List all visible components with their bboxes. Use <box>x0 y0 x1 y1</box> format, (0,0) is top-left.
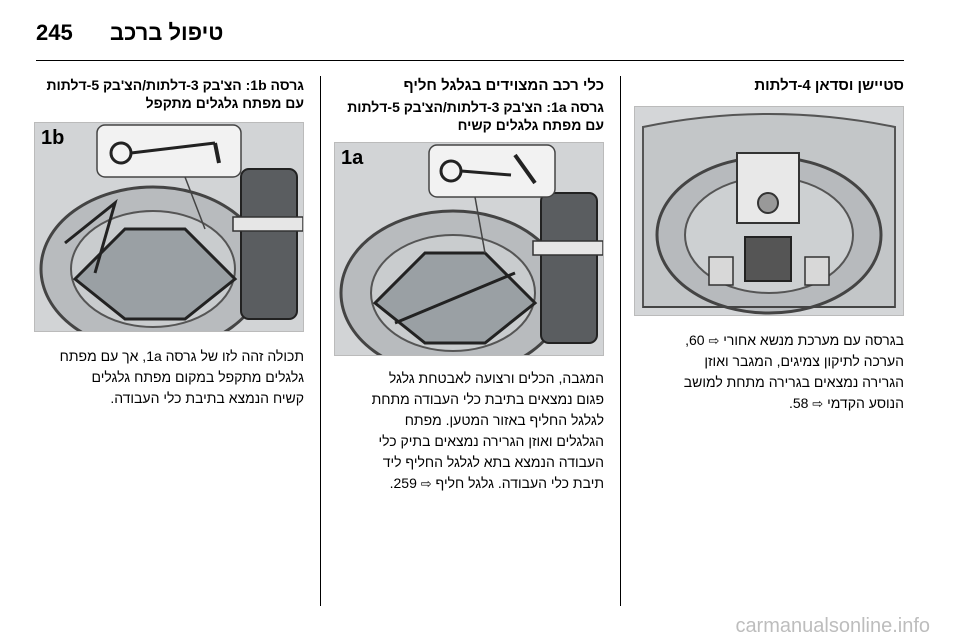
figure-label-1a: 1a <box>341 147 364 169</box>
ref-arrow-icon: ⇨ <box>708 333 720 348</box>
left-caption-2: עם מפתח גלגלים מתקפל <box>145 95 304 111</box>
right-column <box>636 76 904 414</box>
left-column <box>36 76 304 409</box>
middle-line-2: פגום נמצאים בתיבת כלי העבודה מתחת <box>371 391 604 407</box>
right-paragraph <box>636 330 904 414</box>
middle-line-5: העבודה הנמצא בתא לגלגל החליף ליד <box>382 454 604 470</box>
ref-arrow-icon: ⇨ <box>812 396 824 411</box>
right-line-1: בגרסה עם מערכת מנשא אחורי ⇨ 60, <box>685 332 904 348</box>
middle-paragraph <box>336 368 604 494</box>
spare-wheel-illustration-1a <box>335 143 603 355</box>
right-heading: סטיישן וסדאן 4-דלתות <box>754 77 904 94</box>
left-line-3: קשיח הנמצא בתיבת כלי העבודה. <box>110 390 304 406</box>
left-caption-1: גרסה 1b: הצ'בק 3-דלתות/הצ'בק 5-דלתות <box>46 77 304 93</box>
column-divider-left <box>320 76 321 606</box>
page-header <box>0 0 960 60</box>
middle-line-1: המגבה, הכלים ורצועה לאבטחת גלגל <box>388 370 604 386</box>
spare-wheel-illustration-1b <box>35 123 303 331</box>
right-line-4: הנוסע הקדמי ⇨ 58. <box>788 395 904 411</box>
watermark: carmanualsonline.info <box>735 615 930 637</box>
trunk-illustration <box>635 107 903 315</box>
header-rule <box>36 60 904 61</box>
figure-1b <box>34 122 304 332</box>
middle-line-4: הגלגלים ואוזן הגרירה נמצאים בתיק כלי <box>378 433 604 449</box>
column-divider-right <box>620 76 621 606</box>
middle-column <box>336 76 604 494</box>
right-line-3: הגרירה נמצאים בגרירה מתחת למושב <box>683 374 904 390</box>
left-line-2: גלגלים מתקפל במקום מפתח גלגלים <box>91 369 304 385</box>
middle-caption-1: גרסה 1a: הצ'בק 3-דלתות/הצ'בק 5-דלתות <box>347 99 604 115</box>
middle-heading: כלי רכב המצוידים בגלגל חליף <box>403 77 604 94</box>
page-number: 245 <box>36 20 73 45</box>
ref-arrow-icon: ⇨ <box>420 476 432 491</box>
middle-caption-2: עם מפתח גלגלים קשיח <box>457 117 604 133</box>
left-line-1: תכולה זהה לזו של גרסה 1a, אך עם מפתח <box>59 348 304 364</box>
right-line-2: הערכה לתיקון צמיגים, המגבר ואוזן <box>704 353 904 369</box>
section-title: טיפול ברכב <box>110 20 224 45</box>
middle-line-3: לגלגל החליף באזור המטען. מפתח <box>404 412 604 428</box>
left-paragraph <box>36 346 304 409</box>
figure-1a <box>334 142 604 356</box>
middle-line-6: תיבת כלי העבודה. גלגל חליף ⇨ 259. <box>389 475 604 491</box>
trunk-figure <box>634 106 904 316</box>
figure-label-1b: 1b <box>41 127 65 149</box>
